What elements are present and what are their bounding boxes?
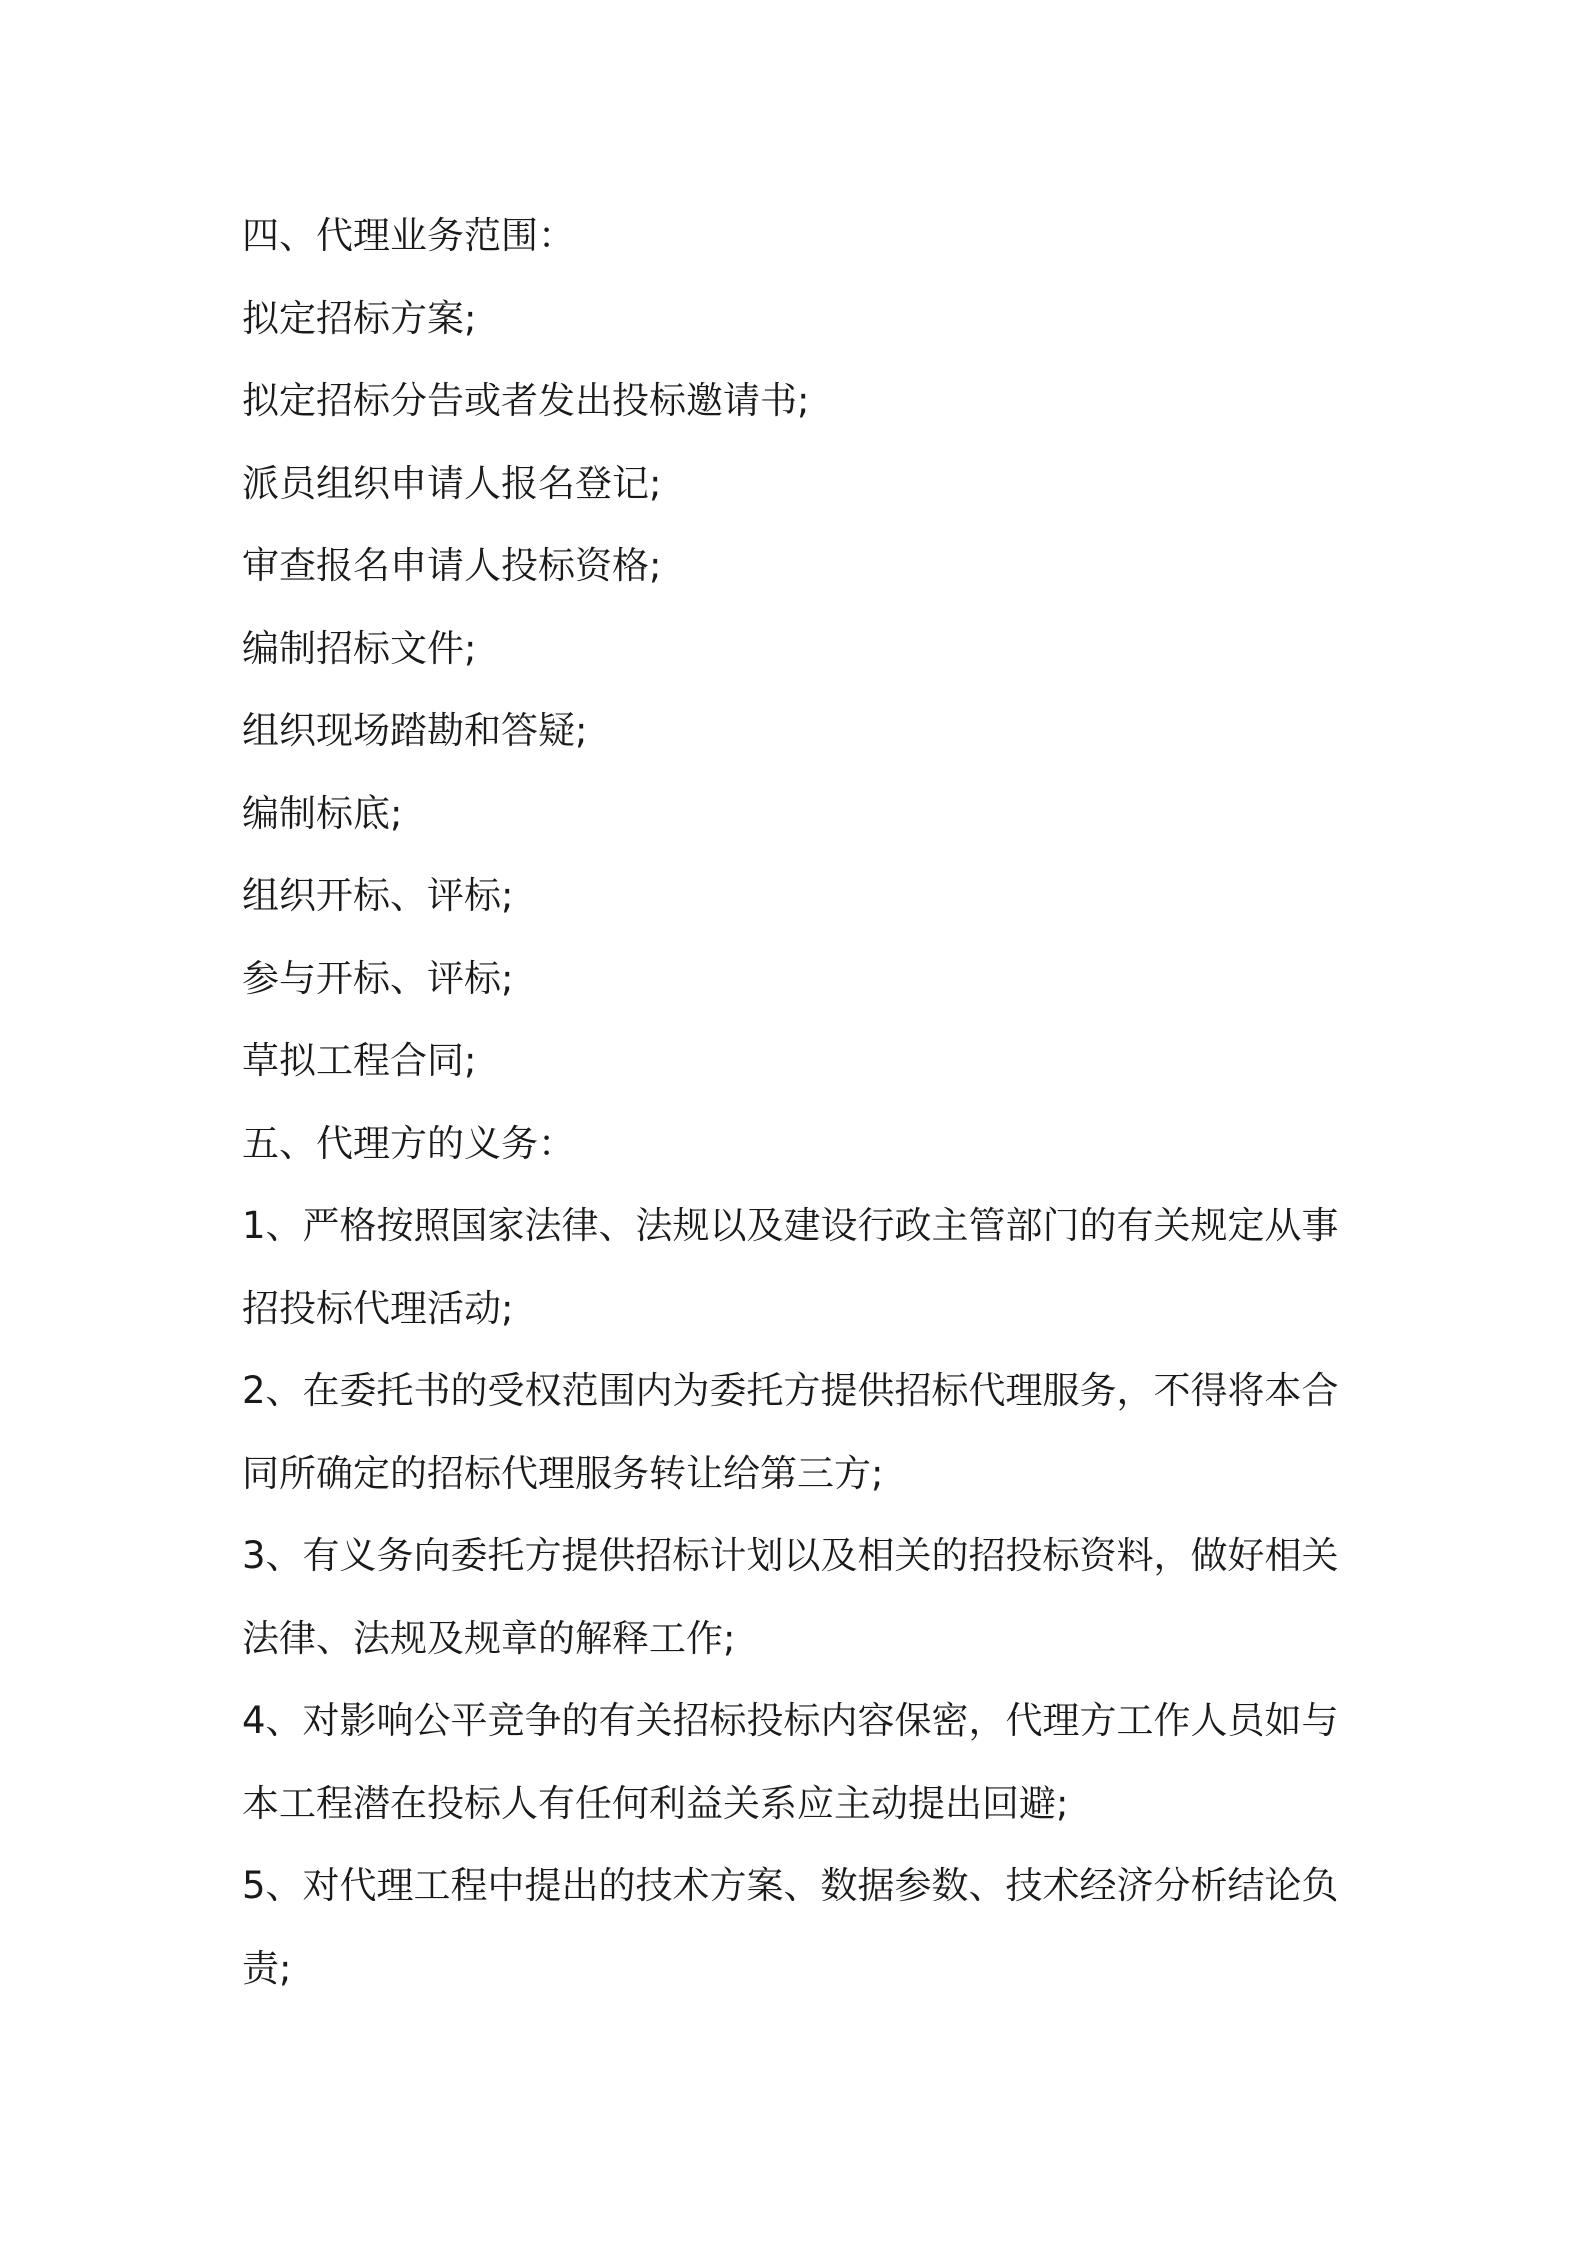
- duty-clause-1-line-1: 1、严格按照国家法律、法规以及建设行政主管部门的有关规定从事: [242, 1204, 1339, 1247]
- duty-clause-4-line-2: 本工程潜在投标人有任何利益关系应主动提出回避;: [242, 1781, 1069, 1825]
- duty-clause-3-line-1: 3、有义务向委托方提供招标计划以及相关的招投标资料，做好相关: [242, 1534, 1339, 1577]
- duty-clause-1-line-2: 招投标代理活动;: [242, 1286, 514, 1330]
- scope-item: 编制招标文件;: [242, 626, 477, 670]
- duty-clause-4-line-1: 4、对影响公平竞争的有关招标投标内容保密，代理方工作人员如与: [242, 1699, 1339, 1742]
- scope-item: 组织开标、评标;: [242, 874, 514, 917]
- scope-item: 派员组织申请人报名登记;: [242, 461, 662, 505]
- section-4-heading: 四、代理业务范围：: [242, 214, 575, 257]
- duty-clause-3-line-2: 法律、法规及规章的解释工作;: [242, 1616, 736, 1660]
- scope-item: 拟定招标方案;: [242, 296, 477, 340]
- scope-item: 组织现场踏勘和答疑;: [242, 709, 588, 752]
- duty-clause-5-line-1: 5、对代理工程中提出的技术方案、数据参数、技术经济分析结论负: [242, 1864, 1339, 1907]
- section-5-heading: 五、代理方的义务：: [242, 1121, 575, 1165]
- scope-item: 编制标底;: [242, 791, 403, 835]
- duty-clause-5-line-2: 责;: [242, 1946, 292, 1990]
- scope-item: 草拟工程合同;: [242, 1039, 477, 1082]
- scope-item: 参与开标、评标;: [242, 956, 514, 1000]
- scope-item: 拟定招标分告或者发出投标邀请书;: [242, 379, 810, 422]
- document-body: [242, 195, 1362, 2010]
- duty-clause-2-line-2: 同所确定的招标代理服务转让给第三方;: [242, 1451, 884, 1495]
- duty-clause-2-line-1: 2、在委托书的受权范围内为委托方提供招标代理服务，不得将本合: [242, 1369, 1339, 1412]
- scope-item: 审查报名申请人投标资格;: [242, 544, 662, 587]
